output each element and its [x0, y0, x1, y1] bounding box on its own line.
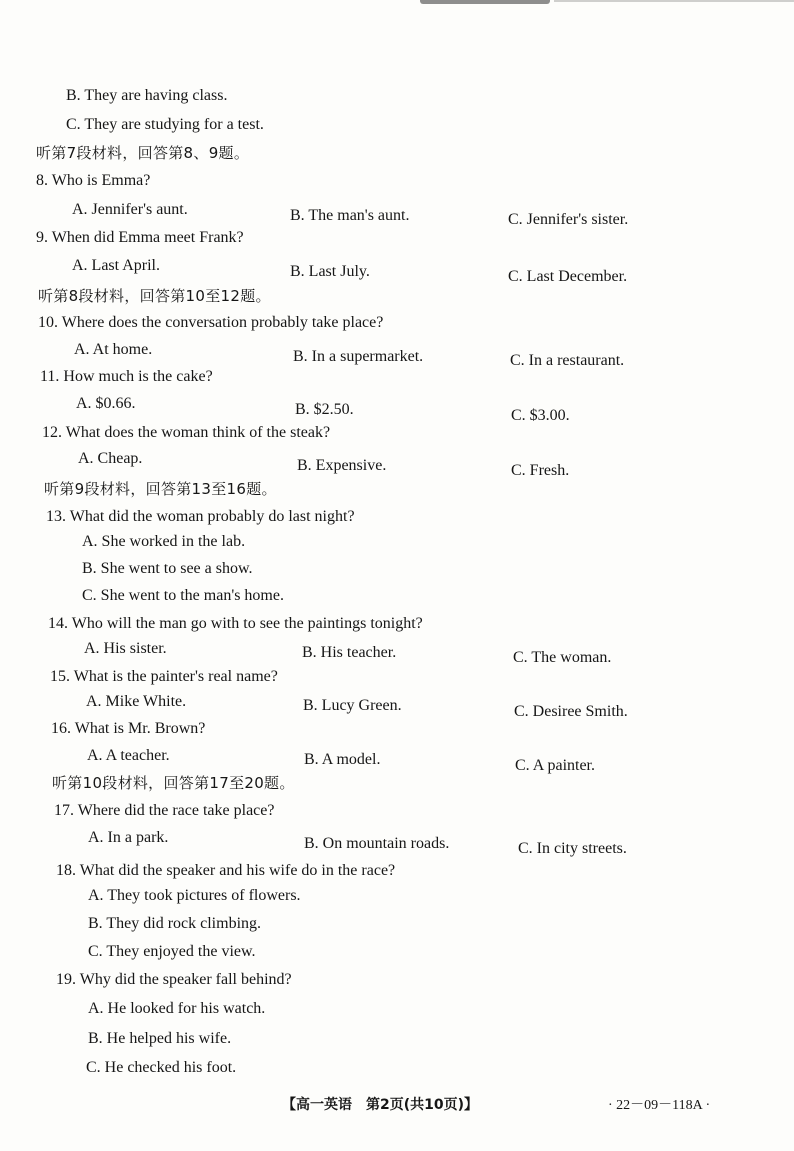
option-c: C. Last December.	[508, 268, 628, 285]
option-c: C. Jennifer's sister.	[508, 211, 629, 228]
option-a: A. At home.	[74, 341, 153, 358]
page-footer-title: 【高一英语 第2页(共10页)】	[282, 1097, 479, 1113]
option-c: C. He checked his foot.	[86, 1059, 237, 1076]
question-stem: 14. Who will the man go with to see the paintings tonight?	[48, 615, 423, 632]
option-b: B. In a supermarket.	[293, 348, 424, 365]
scan-edge	[554, 0, 794, 2]
question-stem: 11. How much is the cake?	[40, 368, 213, 385]
option-b: B. $2.50.	[295, 401, 354, 418]
option-b: B. He helped his wife.	[88, 1030, 232, 1047]
option-a: A. His sister.	[84, 640, 167, 657]
option-b: B. A model.	[304, 751, 381, 768]
question-stem: 15. What is the painter's real name?	[50, 668, 278, 685]
question-stem: 18. What did the speaker and his wife do in the race?	[56, 862, 396, 879]
section-header: 听第10段材料，回答第17至20题。	[52, 774, 295, 792]
option-a: A. Jennifer's aunt.	[72, 201, 188, 218]
question-stem: 17. Where did the race take place?	[54, 802, 275, 819]
option-a: A. A teacher.	[87, 747, 170, 764]
section-header: 听第7段材料，回答第8、9题。	[36, 144, 250, 162]
option-b: B. His teacher.	[302, 644, 397, 661]
option-c: C. They enjoyed the view.	[88, 943, 256, 960]
option-b: B. They are having class.	[66, 87, 228, 104]
option-b: B. Last July.	[290, 263, 370, 280]
question-stem: 10. Where does the conversation probably take place?	[38, 314, 384, 331]
question-stem: 12. What does the woman think of the steak?	[42, 424, 331, 441]
question-stem: 13. What did the woman probably do last night?	[46, 508, 355, 525]
option-c: C. The woman.	[513, 649, 612, 666]
question-stem: 8. Who is Emma?	[36, 172, 151, 189]
option-c: C. In a restaurant.	[510, 352, 625, 369]
option-b: B. She went to see a show.	[82, 560, 253, 577]
option-a: A. In a park.	[88, 829, 169, 846]
option-a: A. They took pictures of flowers.	[88, 887, 301, 904]
option-a: A. Mike White.	[86, 693, 187, 710]
option-c: C. They are studying for a test.	[66, 116, 264, 133]
option-c: C. A painter.	[515, 757, 595, 774]
option-c: C. In city streets.	[518, 840, 627, 857]
option-b: B. Lucy Green.	[303, 697, 402, 714]
page-footer-code: · 22－09－118A ·	[608, 1098, 711, 1113]
option-a: A. She worked in the lab.	[82, 533, 246, 550]
option-c: C. Fresh.	[511, 462, 570, 479]
option-c: C. She went to the man's home.	[82, 587, 284, 604]
option-b: B. The man's aunt.	[290, 207, 410, 224]
question-stem: 16. What is Mr. Brown?	[51, 720, 206, 737]
option-b: B. Expensive.	[297, 457, 387, 474]
option-c: C. Desiree Smith.	[514, 703, 628, 720]
question-stem: 9. When did Emma meet Frank?	[36, 229, 244, 246]
option-a: A. He looked for his watch.	[88, 1000, 266, 1017]
section-header: 听第9段材料，回答第13至16题。	[44, 480, 277, 498]
scan-artifact	[420, 0, 550, 4]
option-a: A. $0.66.	[76, 395, 136, 412]
option-c: C. $3.00.	[511, 407, 570, 424]
option-b: B. On mountain roads.	[304, 835, 450, 852]
option-a: A. Cheap.	[78, 450, 143, 467]
question-stem: 19. Why did the speaker fall behind?	[56, 971, 292, 988]
option-a: A. Last April.	[72, 257, 160, 274]
section-header: 听第8段材料，回答第10至12题。	[38, 287, 271, 305]
option-b: B. They did rock climbing.	[88, 915, 262, 932]
